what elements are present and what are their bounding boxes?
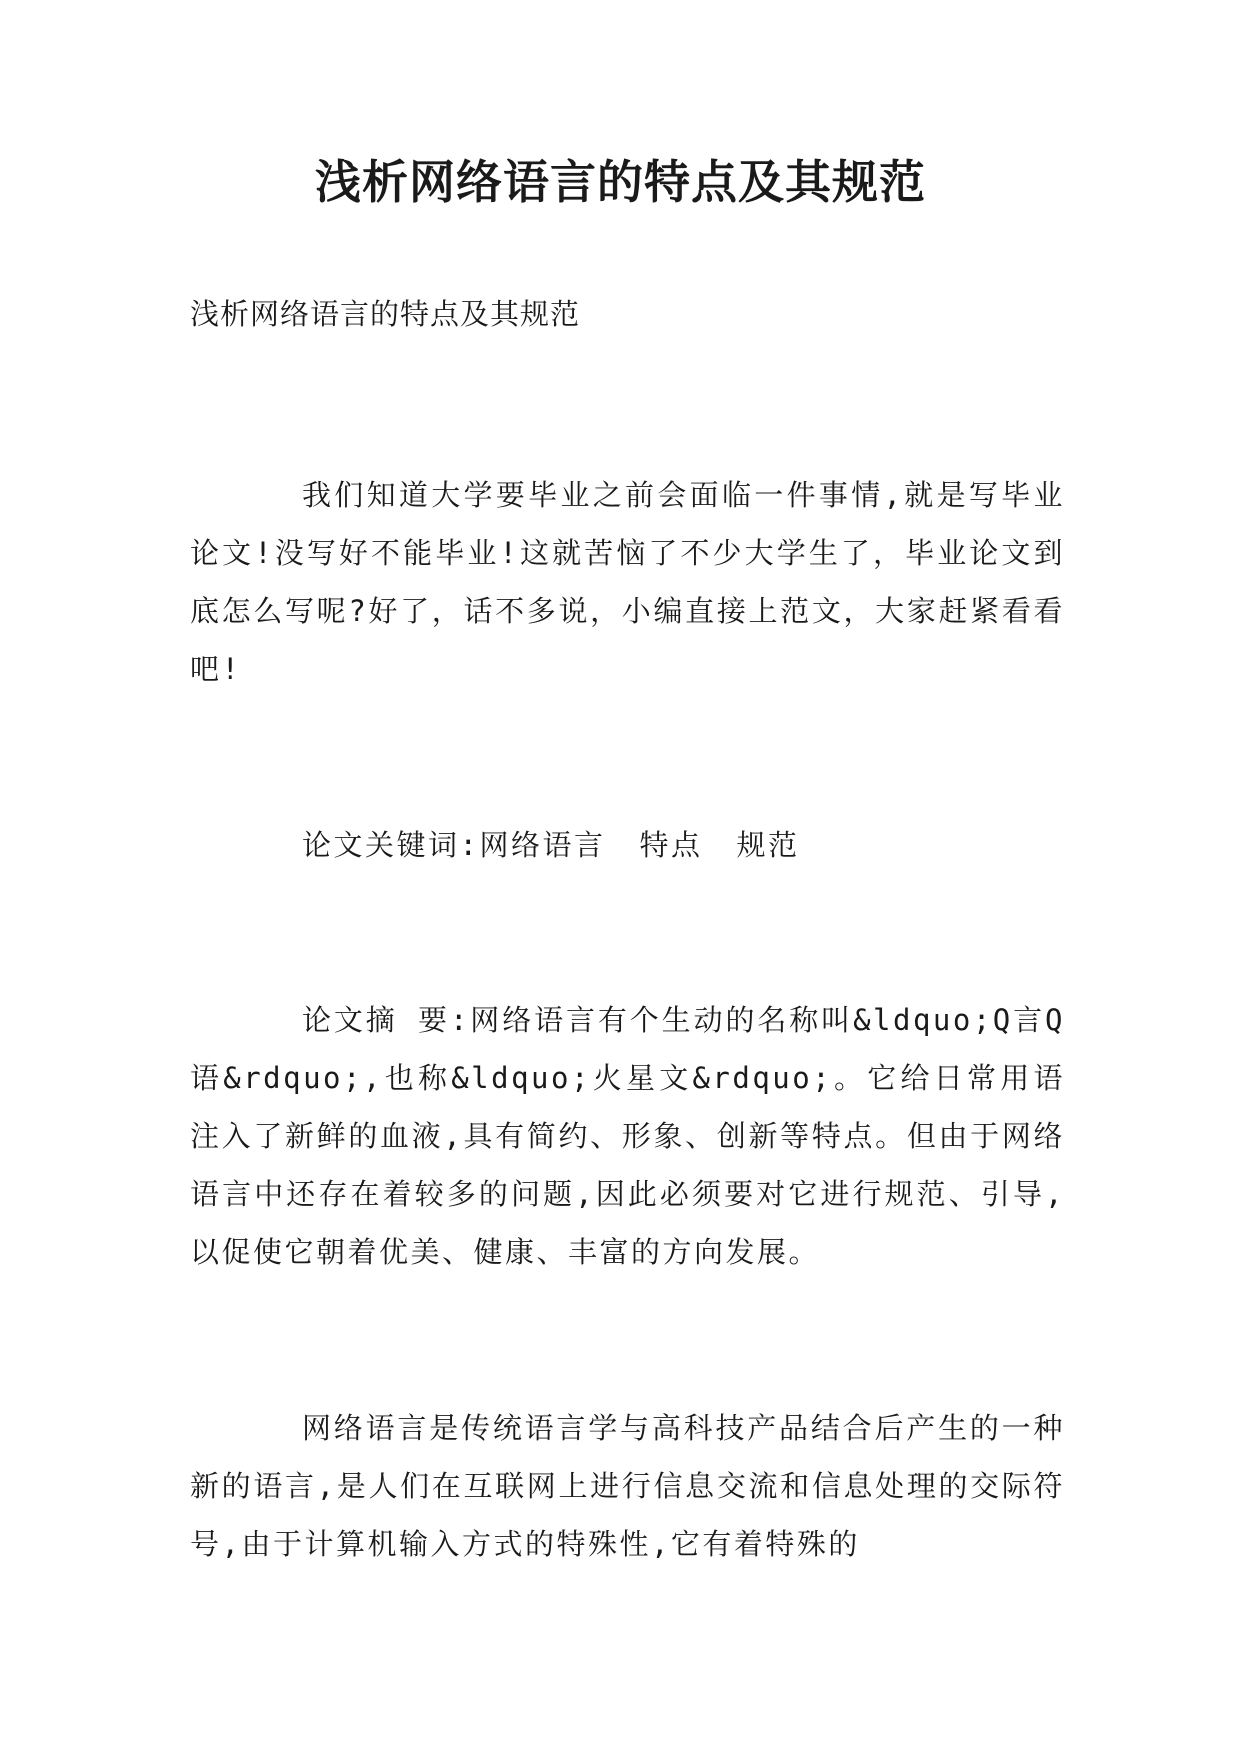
keywords-paragraph (190, 816, 1065, 874)
abstract-paragraph: 论文摘 要:网络语言有个生动的名称叫&ldquo;Q言Q语&rdquo;,也称&ldquo;火星文&rdquo;。它给日常用语注入了新鲜的血液,具有简约、形象、创新等特点。但由于网络语言中还存在着较多的问题,因此必须要对它进行规范、引导,以促使它朝着优美、健康、丰富的方向发展。 (190, 1003, 1065, 1269)
keyword-item: 特点 (639, 828, 703, 862)
body-paragraph: 网络语言是传统语言学与高科技产品结合后产生的一种新的语言,是人们在互联网上进行信息交流和信息处理的交际符号,由于计算机输入方式的特殊性,它有着特殊的 (190, 1411, 1065, 1561)
intro-paragraph: 我们知道大学要毕业之前会面临一件事情,就是写毕业论文!没写好不能毕业!这就苦恼了不少大学生了，毕业论文到底怎么写呢?好了，话不多说，小编直接上范文，大家赶紧看看吧! (190, 478, 1065, 686)
keywords-label: 论文关键词: (302, 828, 480, 862)
keyword-item: 网络语言 (479, 828, 606, 862)
document-title: 浅析网络语言的特点及其规范 (315, 155, 926, 209)
keyword-item: 规范 (736, 828, 800, 862)
document-subtitle: 浅析网络语言的特点及其规范 (190, 297, 581, 331)
